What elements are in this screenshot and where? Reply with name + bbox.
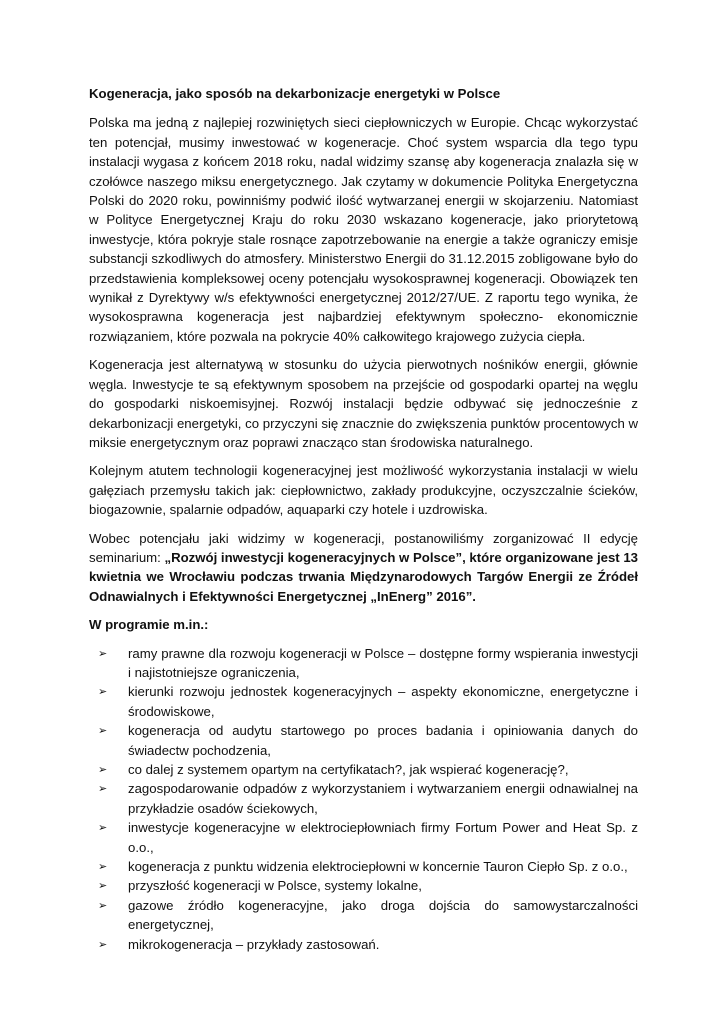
arrow-bullet-icon: ➢ [98,821,108,835]
arrow-bullet-icon: ➢ [98,724,108,738]
arrow-bullet-icon: ➢ [98,879,108,893]
program-item [89,876,638,895]
program-item-text: kogeneracja z punktu widzenia elektrociepłowni w koncernie Tauron Ciepło Sp. z o.o., [128,859,628,875]
program-item [89,896,638,935]
seminar-title-bold: „Rozwój inwestycji kogeneracyjnych w Polsce”, które organizowane jest 13 kwietnia we Wrocławiu podczas trwania Międzynarodowych Targów Energii ze Źródeł Odnawialnych i Efektywności Energetycznej „InEnerg” 2016”. [89,549,639,604]
paragraph-alternative: Kogeneracja jest alternatywą w stosunku do użycia pierwotnych nośników energii, głównie węgla. Inwestycje te są efektywnym sposobem na przejście od gospodarki opartej na węglu do gospodarki niskoemisyjnej. Rozwój instalacji będzie odbywać się jednocześnie z dekarbonizacji energetyki, co przyczyni się znacznie do zwiększenia punktów procentowych w miksie energetycznym oraz poprawi znacząco stan środowiska naturalnego. [89,357,639,450]
paragraph-seminar [89,529,638,607]
program-item [89,818,638,857]
program-item [89,857,638,876]
program-item [89,682,638,721]
program-list [89,644,638,955]
program-item [89,935,638,954]
paragraph-industries: Kolejnym atutem technologii kogeneracyjnej jest możliwość wykorzystania instalacji w wielu gałęziach przemysłu takich jak: ciepłownictwo, zakłady produkcyjne, oczyszczalnie ścieków, biogazownie, spalarnie odpadów, aquaparki czy hotele i uzdrowiska. [89,463,638,518]
arrow-bullet-icon: ➢ [98,937,108,951]
arrow-bullet-icon: ➢ [98,685,108,699]
arrow-bullet-icon: ➢ [98,646,108,660]
paragraph-intro: Polska ma jedną z najlepiej rozwiniętych sieci ciepłowniczych w Europie. Chcąc wykorzystać ten potencjał, musimy inwestować w kogeneracje. Choć system wsparcia dla tego typu instalacji wygasa z końcem 2018 roku, nadal widzimy szansę aby kogeneracja znalazła się w czołówce naszego miksu energetycznego. Jak czytamy w dokumencie Polityka Energetyczna Polski do 2020 roku, powinniśmy podwić ilość wytwarzanej energii w skojarzeniu. Natomiast w Polityce Energetycznej Kraju do roku 2030 wskazano kogeneracje, jako priorytetową inwestycje, która pokryje stale rosnące zapotrzebowanie na energie a także ograniczy emisje substancji szkodliwych do atmosfery. Ministerstwo Energii do 31.12.2015 zobligowane było do przedstawienia kompleksowej oceny potencjału wysokosprawnej kogeneracji. Obowiązek ten wynikał z Dyrektywy w/s efektywności energetycznej 2012/27/UE. Z raportu tego wynika, że wysokosprawna kogeneracja jest najbardziej efektywnym społeczno- ekonomicznie rozwiązaniem, które pozwala na pokrycie 40% całkowitego krajowego zużycia ciepła. [89,115,638,344]
program-item-text: zagospodarowanie odpadów z wykorzystaniem i wytwarzaniem energii odnawialnej na przykładzie osadów ściekowych, [128,781,638,816]
program-item [89,779,638,818]
arrow-bullet-icon: ➢ [98,782,108,796]
program-item-text: kierunki rozwoju jednostek kogeneracyjnych – aspekty ekonomiczne, energetyczne i środowiskowe, [128,684,638,719]
program-heading: W programie m.in.: [89,617,209,633]
document-page [89,84,638,954]
program-item-text: gazowe źródło kogeneracyjne, jako droga dojścia do samowystarczalności energetycznej, [128,897,638,933]
arrow-bullet-icon: ➢ [98,898,108,912]
program-item [89,760,638,779]
program-item-text: kogeneracja od audytu startowego po proces badania i opiniowania danych do świadectw pochodzenia, [128,723,638,758]
arrow-bullet-icon: ➢ [98,763,108,776]
arrow-bullet-icon: ➢ [98,860,108,874]
program-item [89,644,638,683]
program-item [89,721,638,760]
seminar-intro-text: Wobec potencjału jaki widzimy w kogeneracji, postanowiliśmy zorganizować II edycję seminarium: [89,530,638,565]
document-title: Kogeneracja, jako sposób na dekarbonizacje energetyki w Polsce [89,86,501,101]
program-item-text: inwestycje kogeneracyjne w elektrociepłowniach firmy Fortum Power and Heat Sp. z o.o., [128,820,638,855]
program-item-text: mikrokogeneracja – przykłady zastosowań. [128,936,380,952]
program-item-text: przyszłość kogeneracji w Polsce, systemy lokalne, [128,878,422,894]
program-item-text: co dalej z systemem opartym na certyfikatach?, jak wspierać kogenerację?, [128,762,569,777]
program-item-text: ramy prawne dla rozwoju kogeneracji w Polsce – dostępne formy wspierania inwestycji i najistotniejsze ograniczenia, [128,645,638,680]
